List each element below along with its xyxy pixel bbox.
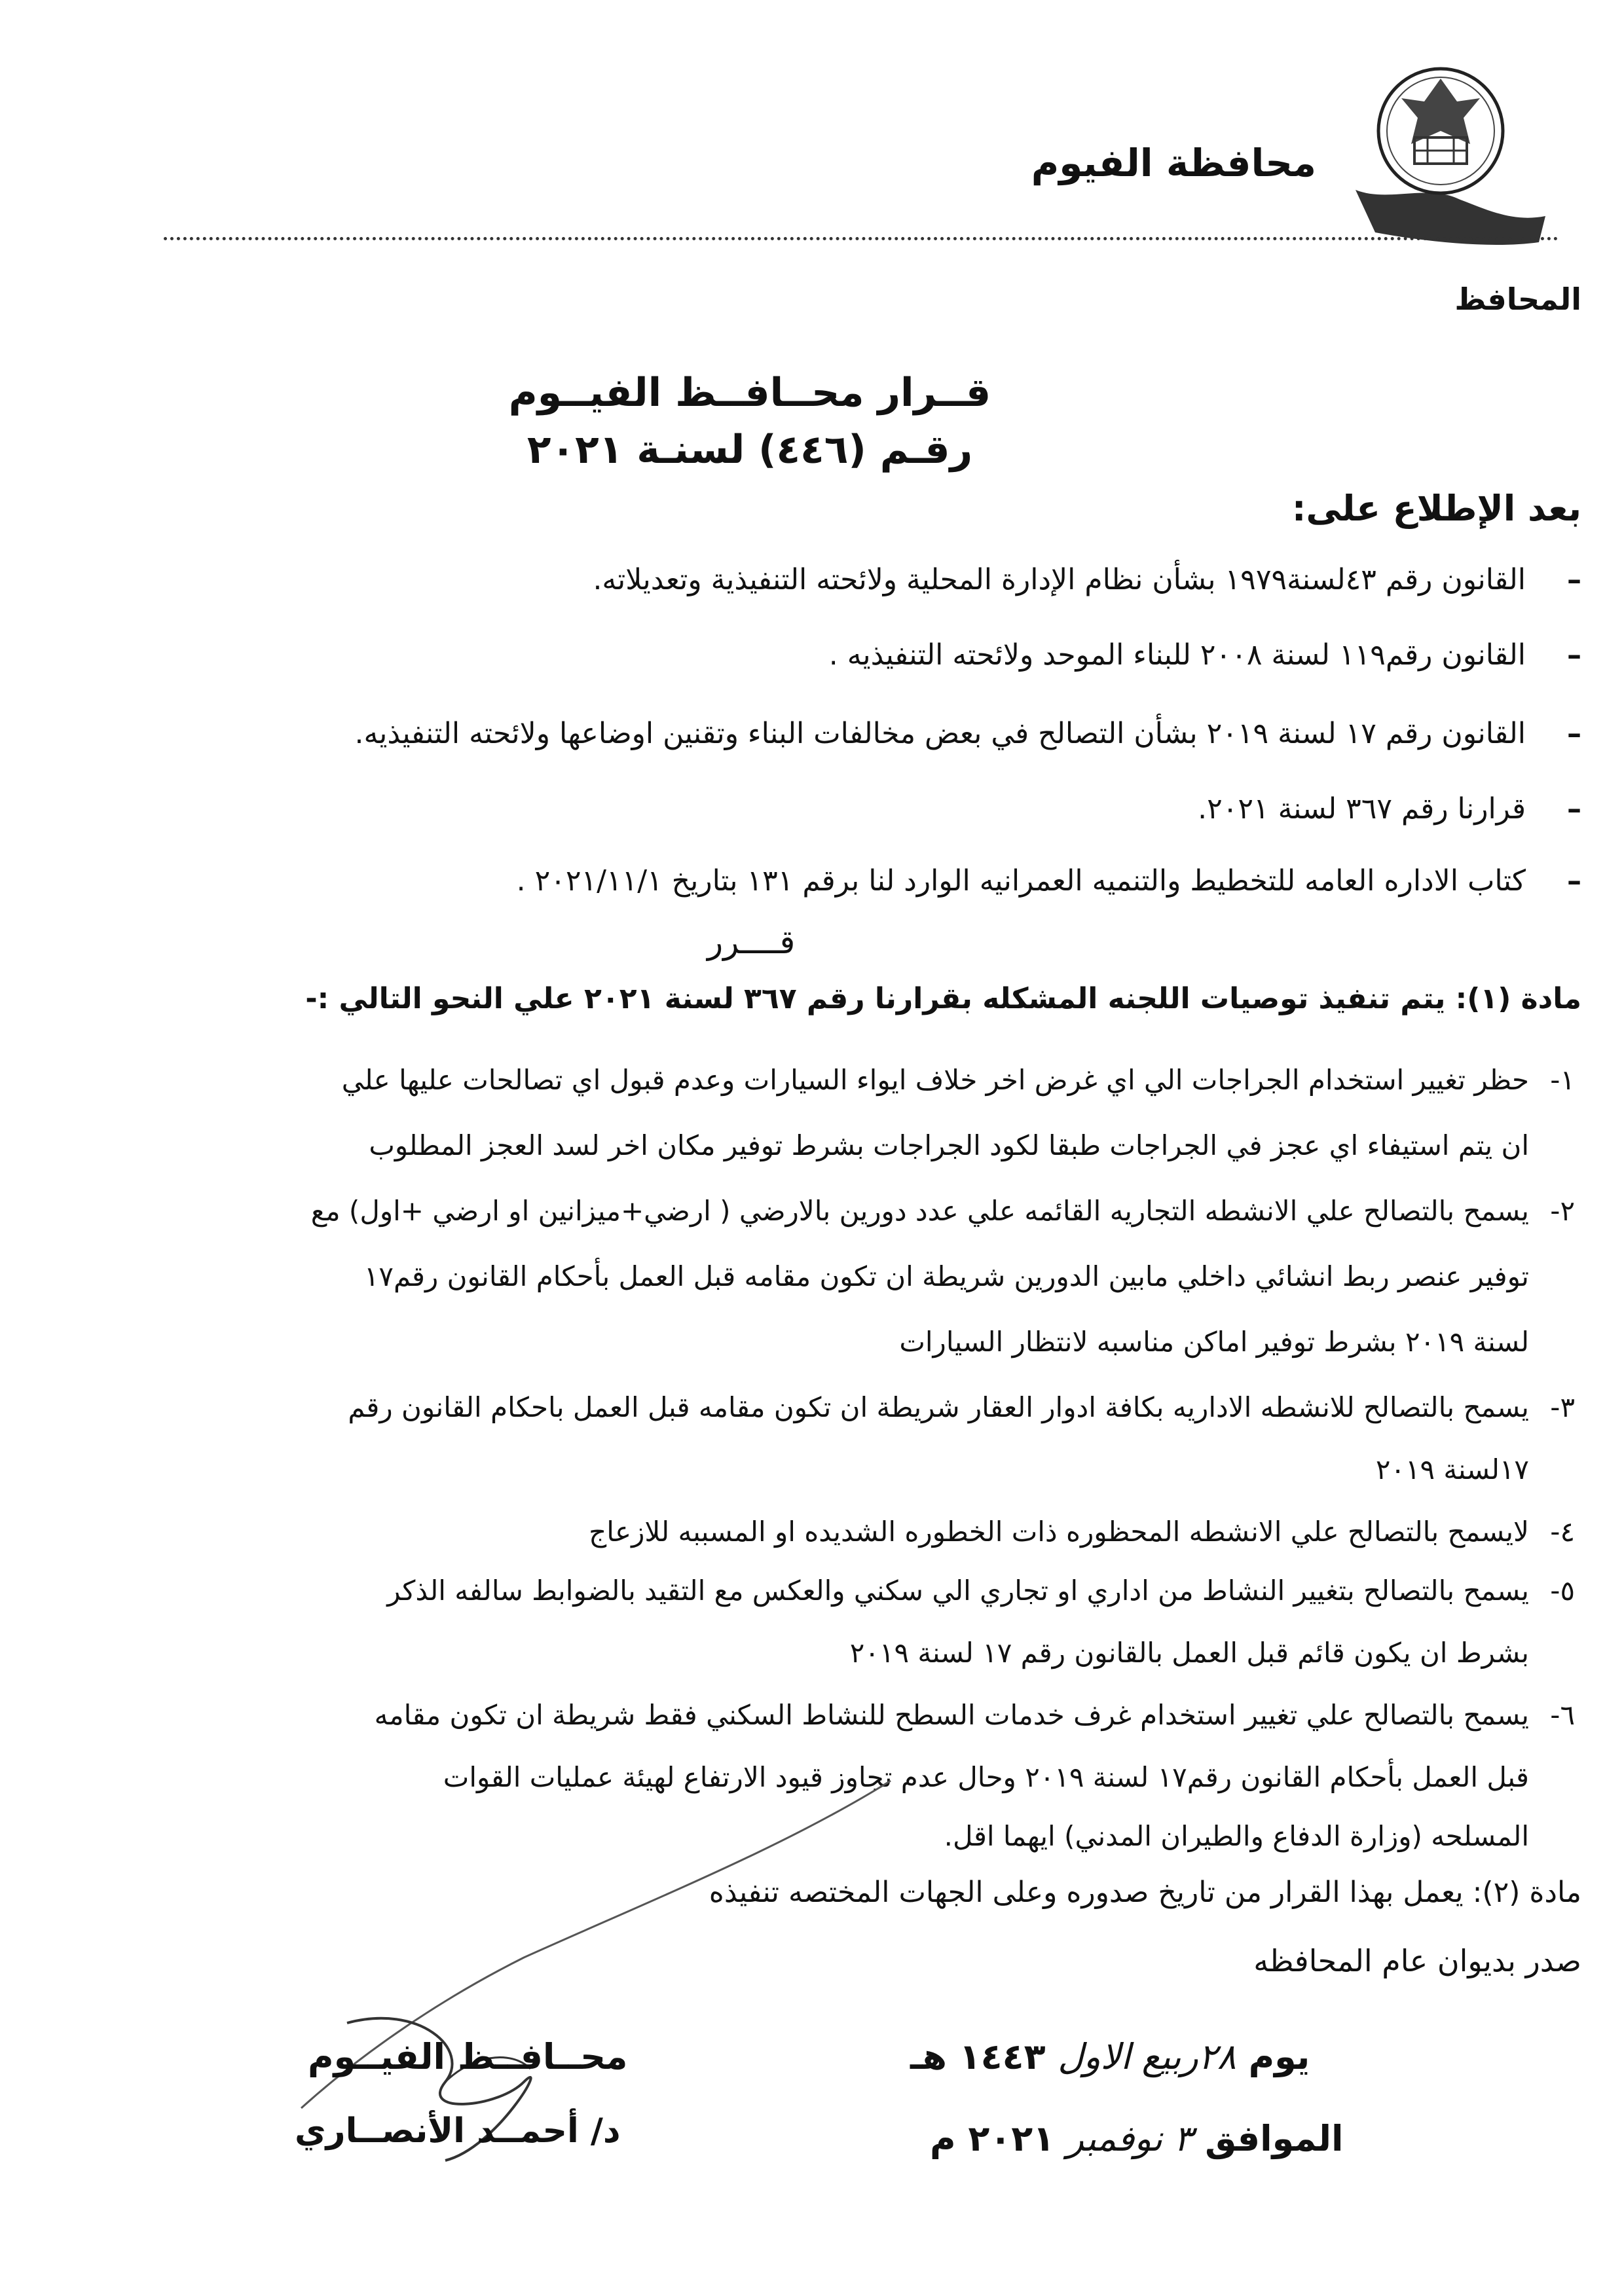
hijri-date-prefix: يوم: [1248, 2036, 1310, 2077]
preamble-heading: بعد الإطلاع على:: [1291, 488, 1581, 529]
signatory-title: محــافــظ الفيــوم: [308, 2036, 628, 2077]
preamble-item: – قرارنا رقم ٣٦٧ لسنة ٢٠٢١.: [1198, 792, 1581, 826]
preamble-item: – القانون رقم١١٩ لسنة ٢٠٠٨ للبناء الموحد ولائحته التنفيذيه .: [828, 638, 1581, 672]
item-number: ٥-: [1550, 1575, 1575, 1607]
article-2: مادة (٢): يعمل بهذا القرار من تاريخ صدوره وعلى الجهات المختصه تنفيذه: [709, 1876, 1581, 1909]
decided-label: قــــرر: [707, 923, 796, 961]
item-number: ٢-: [1550, 1195, 1575, 1227]
item-line: بشرط ان يكون قائم قبل العمل بالقانون رقم ١٧ لسنة ٢٠١٩: [849, 1637, 1529, 1669]
item-line: حظر تغيير استخدام الجراجات الي اي غرض اخر خلاف ايواء السيارات وعدم قبول اي تصالحات عليها علي: [341, 1064, 1529, 1096]
item-line: يسمح بالتصالح علي تغيير استخدام غرف خدمات السطح للنشاط السكني فقط شريطة ان تكون مقامه: [374, 1699, 1529, 1731]
item-number: ١-: [1550, 1064, 1575, 1096]
preamble-item: – كتاب الاداره العامه للتخطيط والتنميه العمرانيه الوارد لنا برقم ١٣١ بتاريخ ٢٠٢١/١١/١ .: [516, 864, 1581, 898]
header-divider: [164, 237, 1559, 240]
item-line: قبل العمل بأحكام القانون رقم١٧ لسنة ٢٠١٩ وحال عدم تجاوز قيود الارتفاع لهيئة عمليات القوات: [443, 1761, 1529, 1793]
item-line: المسلحه (وزارة الدفاع والطيران المدني) ايهما اقل.: [944, 1820, 1529, 1852]
item-line: لسنة ٢٠١٩ بشرط توفير اماكن مناسبه لانتظار السيارات: [899, 1326, 1529, 1358]
item-line: لايسمح بالتصالح علي الانشطه المحظوره ذات الخطوره الشديده او المسببه للازعاج: [589, 1516, 1529, 1548]
article-1-heading: مادة (١): يتم تنفيذ توصيات اللجنه المشكله بقرارنا رقم ٣٦٧ لسنة ٢٠٢١ علي النحو التالي :-: [305, 982, 1581, 1015]
item-line: ١٧لسنة ٢٠١٩: [1375, 1453, 1529, 1485]
hijri-date: [910, 2036, 1310, 2077]
item-line: ان يتم استيفاء اي عجز في الجراجات طبقا لكود الجراجات بشرط توفير مكان اخر لسد العجز المطلوب: [369, 1129, 1529, 1161]
governorate-emblem-icon: [1349, 52, 1545, 249]
gregorian-date-prefix: الموافق: [1205, 2118, 1344, 2159]
signatory-name: د/ أحمــد الأنصــاري: [295, 2111, 621, 2151]
item-number: ٣-: [1550, 1391, 1575, 1423]
preamble-item: – القانون رقم ٤٣لسنة١٩٧٩ بشأن نظام الإدارة المحلية ولائحته التنفيذية وتعديلاته.: [593, 563, 1581, 596]
hijri-date-year: ١٤٤٣ هـ: [910, 2036, 1046, 2077]
item-line: توفير عنصر ربط انشائي داخلي مابين الدورين شريطة ان تكون مقامه قبل العمل بأحكام القانون رقم١٧: [363, 1260, 1529, 1292]
gregorian-date-handwritten: ٣ نوفمبر: [1067, 2118, 1193, 2159]
item-line: يسمح بالتصالح علي الانشطه التجاريه القائمه علي عدد دورين بالارضي ( ارضي+ميزانين او ارضي +اول) مع: [310, 1195, 1529, 1227]
item-line: يسمح بالتصالح بتغيير النشاط من اداري او تجاري الي سكني والعكس مع التقيد بالضوابط سالفه الذكر: [387, 1575, 1529, 1607]
preamble-item: – القانون رقم ١٧ لسنة ٢٠١٩ بشأن التصالح في بعض مخالفات البناء وتقنين اوضاعها ولائحته التنفيذيه.: [354, 717, 1581, 750]
signature-scribble: [249, 1741, 1002, 2174]
governorate-name: محافظة الفيوم: [1031, 141, 1316, 185]
item-number: ٤-: [1550, 1516, 1575, 1548]
decree-number: رقـم (٤٤٦) لسنـة ٢٠٢١: [526, 427, 973, 473]
office-title: المحافظ: [1454, 282, 1581, 317]
item-line: يسمح بالتصالح للانشطه الاداريه بكافة ادوار العقار شريطة ان تكون مقامه قبل العمل باحكام القانون رقم: [348, 1391, 1529, 1423]
issued-statement: صدر بديوان عام المحافظه: [1253, 1943, 1581, 1978]
decree-title: قــرار محــافــظ الفيــوم: [508, 370, 991, 416]
item-number: ٦-: [1550, 1699, 1575, 1731]
gregorian-date: [930, 2118, 1343, 2159]
gregorian-date-year: ٢٠٢١ م: [930, 2118, 1055, 2159]
hijri-date-handwritten: ٢٨ربيع الاول: [1058, 2036, 1236, 2077]
